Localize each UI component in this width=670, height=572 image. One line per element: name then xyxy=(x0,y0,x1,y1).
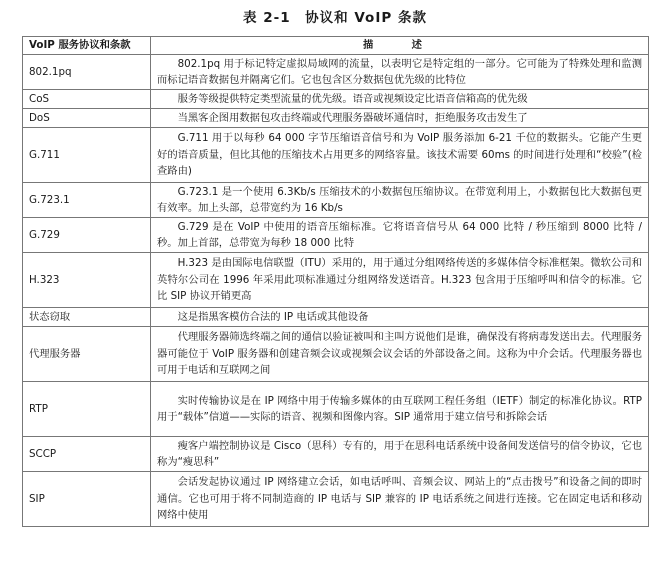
term-cell: G.723.1 xyxy=(23,183,151,218)
table-caption: 表 2-1 协议和 VoIP 条款 xyxy=(243,10,427,26)
term-cell: SIP xyxy=(23,472,151,527)
description-cell: 代理服务器筛选终端之间的通信以验证被叫和主叫方说他们是谁，确保没有将病毒发送出去。代理服务器可能位于 VoIP 服务器和创建音频会议或视频会议会话的外部设备之间。这称为中介会话。代理服务器也可用于电话和互联网之间 xyxy=(151,327,649,382)
term-cell: RTP xyxy=(23,382,151,437)
protocol-table xyxy=(22,36,649,527)
term-cell: G.729 xyxy=(23,218,151,253)
table-row xyxy=(23,382,649,437)
table-header-row xyxy=(23,37,649,55)
table-row xyxy=(23,183,649,218)
term-cell: H.323 xyxy=(23,253,151,308)
description-cell: 会话发起协议通过 IP 网络建立会话，如电话呼叫、音频会议、网站上的“点击拨号”和设备之间的即时通信。它也可用于将不同制造商的 IP 电话与 SIP 兼容的 IP 电话系统之间进行连接。它在固定电话和移动网络中使用 xyxy=(151,472,649,527)
term-cell: SCCP xyxy=(23,437,151,472)
table-row xyxy=(23,90,649,109)
table-row xyxy=(23,437,649,472)
table-row xyxy=(23,472,649,527)
description-cell: 这是指黑客模仿合法的 IP 电话或其他设备 xyxy=(151,308,649,327)
description-cell: G.711 用于以每秒 64 000 字节压缩语音信号和为 VoIP 服务添加 6-21 千位的数据头。它能产生更好的语音质量，但比其他的压缩技术占用更多的网络容量。该技术需要 60ms 的时间进行处理和“校验”(检查路由) xyxy=(151,128,649,183)
description-cell: 当黑客企图用数据包攻击终端或代理服务器破坏通信时，拒绝服务攻击发生了 xyxy=(151,109,649,128)
table-row xyxy=(23,109,649,128)
description-cell: 服务等级提供特定类型流量的优先级。语音或视频设定比语音信箱高的优先级 xyxy=(151,90,649,109)
header-term: VoIP 服务协议和条款 xyxy=(23,37,151,55)
description-cell: 瘦客户端控制协议是 Cisco（思科）专有的，用于在思科电话系统中设备间发送信号的信令协议，它也称为“瘦思科” xyxy=(151,437,649,472)
description-cell: G.723.1 是一个使用 6.3Kb/s 压缩技术的小数据包压缩协议。在带宽利用上，小数据包比大数据包更有效率。加上头部，总带宽约为 16 Kb/s xyxy=(151,183,649,218)
table-row xyxy=(23,218,649,253)
description-cell: G.729 是在 VoIP 中使用的语音压缩标准。它将语音信号从 64 000 比特 / 秒压缩到 8000 比特 / 秒。加上首部，总带宽为每秒 18 000 比特 xyxy=(151,218,649,253)
description-cell: H.323 是由国际电信联盟（ITU）采用的，用于通过分组网络传送的多媒体信令标准框架。微软公司和英特尔公司在 1996 年采用此项标准通过分组网络发送语音。H.323 包含用于压缩呼叫和信令的标准。它比 SIP 协议开销更高 xyxy=(151,253,649,308)
table-row xyxy=(23,55,649,90)
term-cell: 状态窃取 xyxy=(23,308,151,327)
table-row xyxy=(23,253,649,308)
term-cell: 802.1pq xyxy=(23,55,151,90)
table-row xyxy=(23,327,649,382)
term-cell: 代理服务器 xyxy=(23,327,151,382)
table-row xyxy=(23,308,649,327)
term-cell: CoS xyxy=(23,90,151,109)
description-cell: 802.1pq 用于标记特定虚拟局域网的流量，以表明它是特定组的一部分。它可能为了特殊处理和监测而标记语音数据包并隔离它们。它也包含区分数据包优先级的比特位 xyxy=(151,55,649,90)
header-description: 描 述 xyxy=(151,37,649,55)
table-row xyxy=(23,128,649,183)
term-cell: DoS xyxy=(23,109,151,128)
description-cell: 实时传输协议是在 IP 网络中用于传输多媒体的由互联网工程任务组（IETF）制定的标准化协议。RTP 用于“载体”信道——实际的语音、视频和图像内容。SIP 通常用于建立信号和拆除会话 xyxy=(151,382,649,437)
term-cell: G.711 xyxy=(23,128,151,183)
